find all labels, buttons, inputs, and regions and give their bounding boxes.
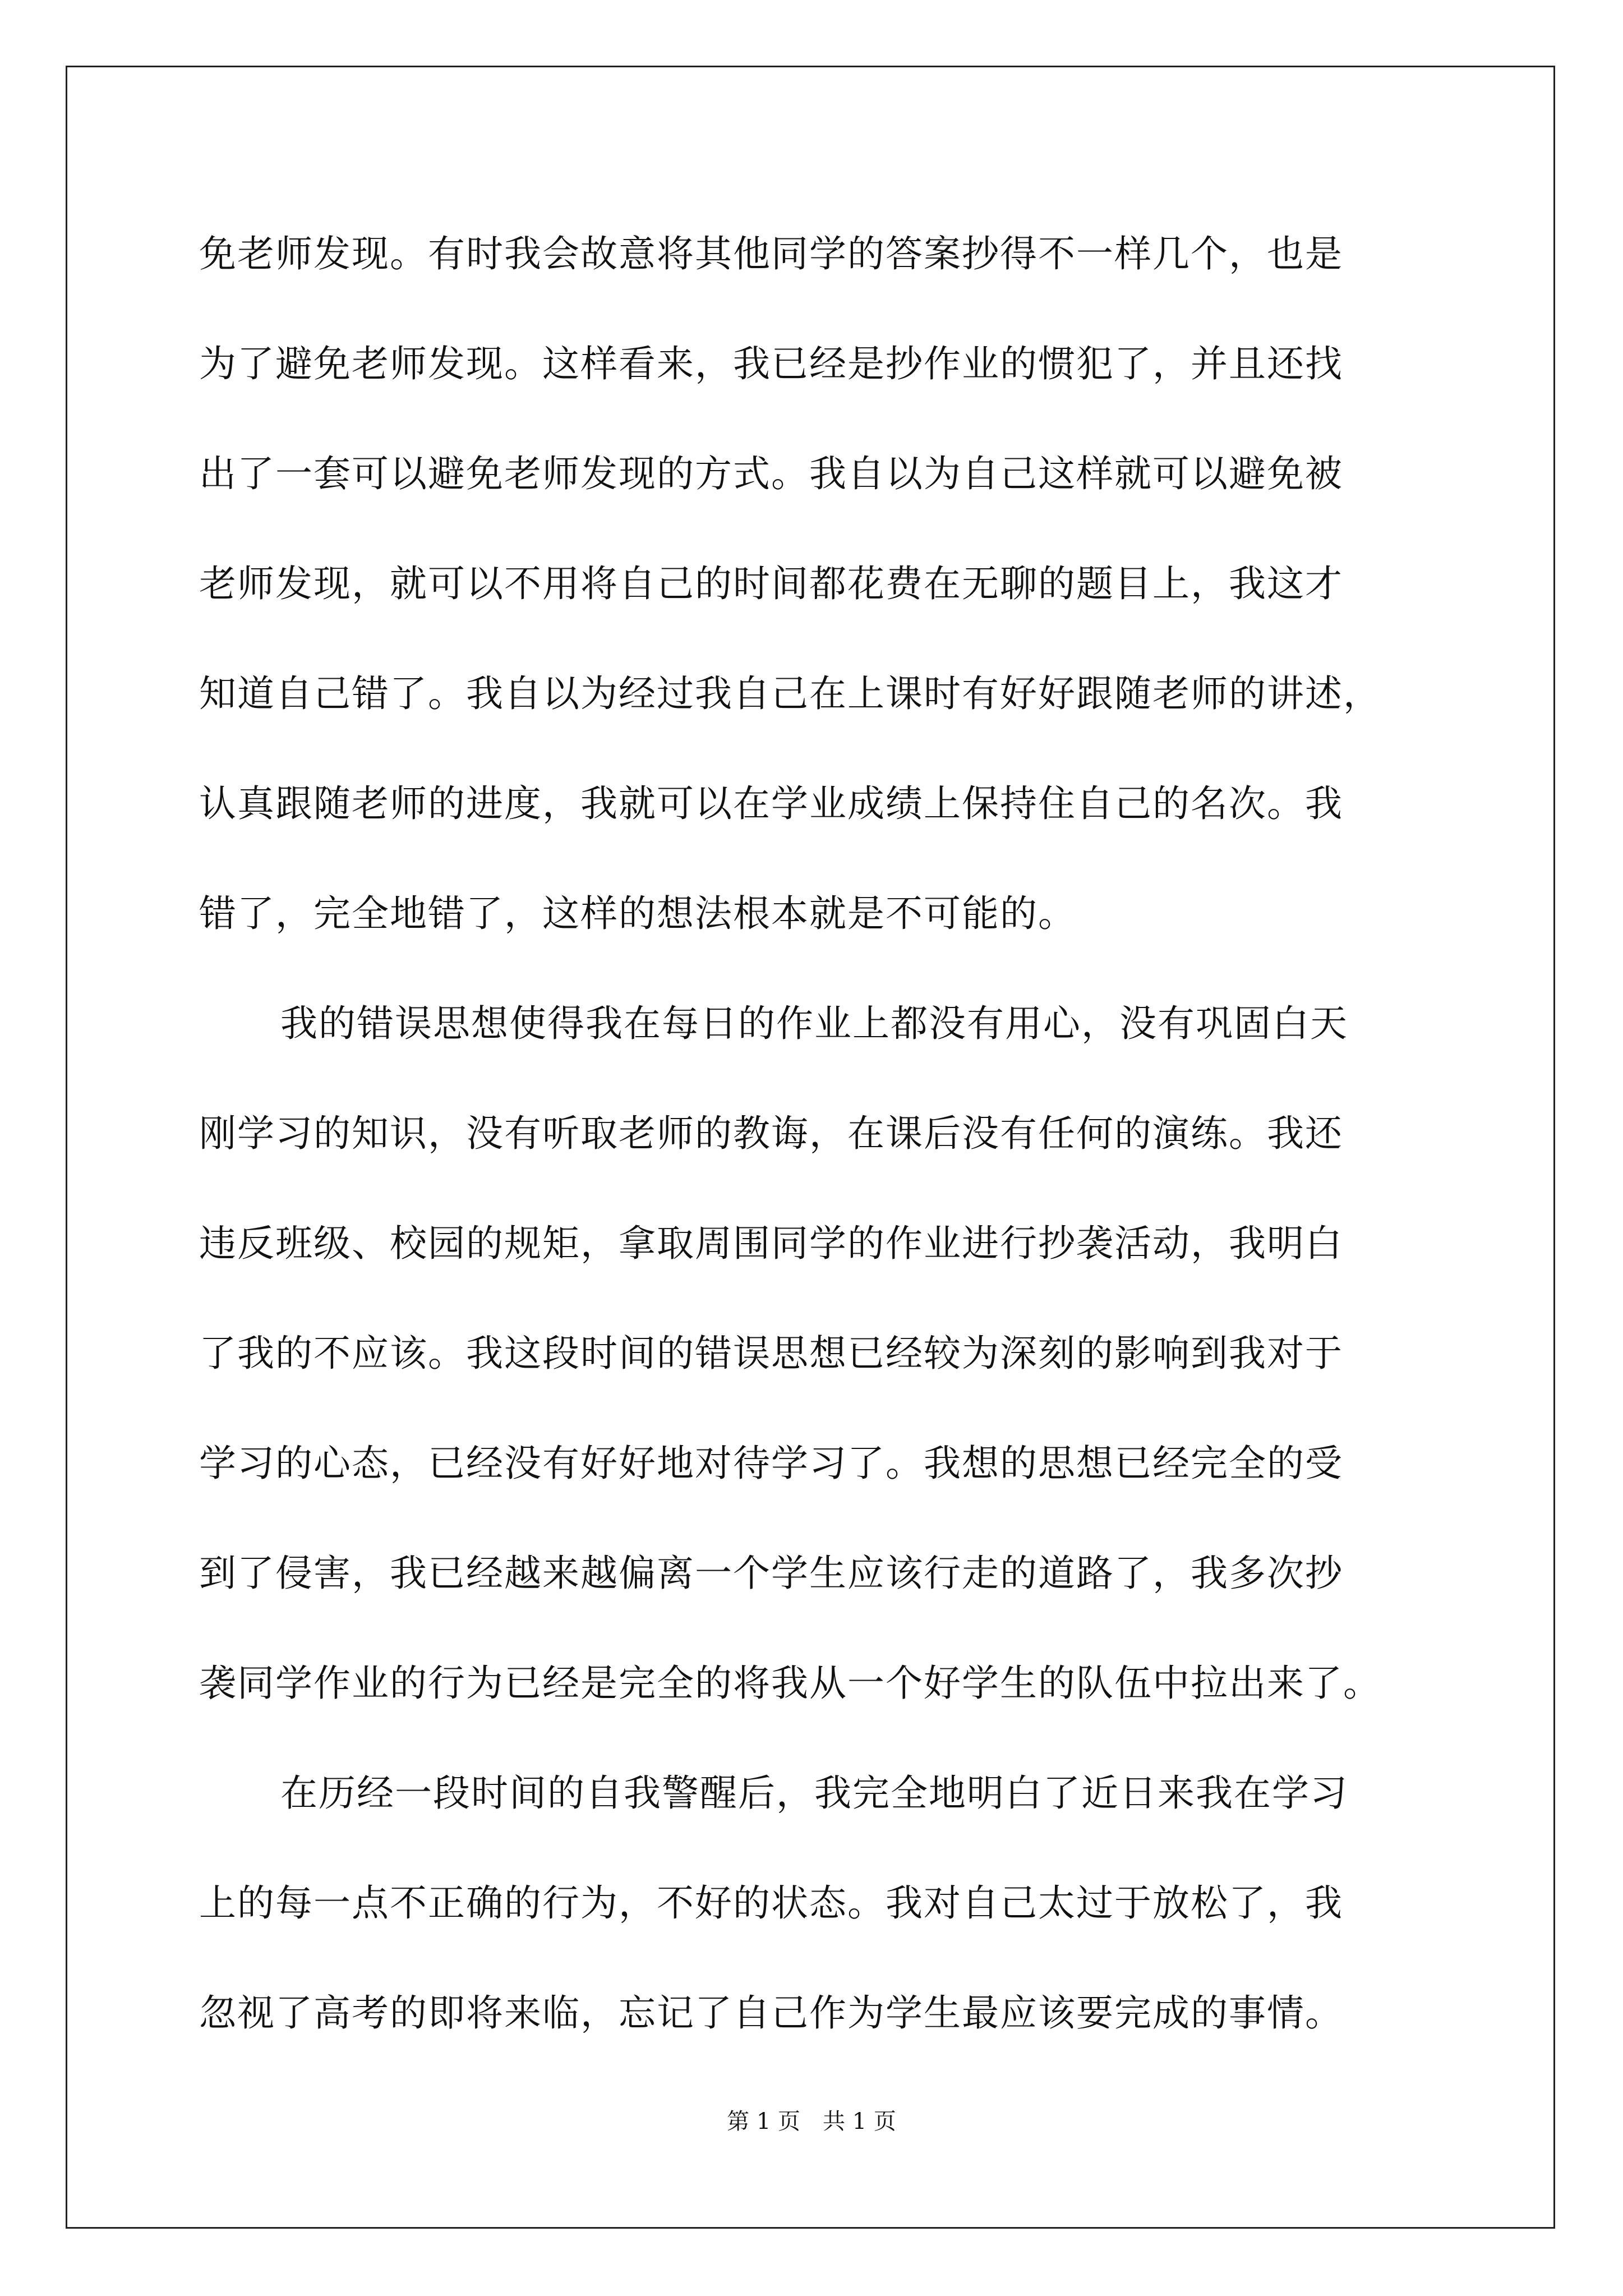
text-line: 免老师发现。有时我会故意将其他同学的答案抄得不一样几个，也是: [199, 232, 1343, 275]
text-line: 学习的心态，已经没有好好地对待学习了。我想的思想已经完全的受: [199, 1442, 1343, 1485]
text-line: 错了，完全地错了，这样的想法根本就是不可能的。: [199, 892, 1076, 935]
text-line: 违反班级、校园的规矩，拿取周围同学的作业进行抄袭活动，我明白: [199, 1222, 1343, 1265]
text-line: 刚学习的知识，没有听取老师的教诲，在课后没有任何的演练。我还: [199, 1112, 1343, 1155]
text-line: 上的每一点不正确的行为，不好的状态。我对自己太过于放松了，我: [199, 1881, 1343, 1925]
paragraph-start-line: 在历经一段时间的自我警醒后，我完全地明白了近日来我在学习: [280, 1772, 1348, 1815]
text-line: 到了侵害，我已经越来越偏离一个学生应该行走的道路了，我多次抄: [199, 1552, 1343, 1595]
document-body: [199, 199, 1438, 2068]
text-line: 了我的不应该。我这段时间的错误思想已经较为深刻的影响到我对于: [199, 1332, 1343, 1375]
text-line: 认真跟随老师的进度，我就可以在学业成绩上保持住自己的名次。我: [199, 782, 1343, 825]
text-line: 为了避免老师发现。这样看来，我已经是抄作业的惯犯了，并且还找: [199, 342, 1343, 385]
page-number-footer: 第 1 页 共 1 页: [727, 2109, 896, 2134]
text-line: 出了一套可以避免老师发现的方式。我自以为自己这样就可以避免被: [199, 452, 1343, 495]
text-line: 老师发现，就可以不用将自己的时间都花费在无聊的题目上，我这才: [199, 562, 1343, 605]
text-line: 忽视了高考的即将来临，忘记了自己作为学生最应该要完成的事情。: [199, 1991, 1343, 2035]
text-line: 袭同学作业的行为已经是完全的将我从一个好学生的队伍中拉出来了。: [199, 1662, 1381, 1705]
paragraph-start-line: 我的错误思想使得我在每日的作业上都没有用心，没有巩固白天: [280, 1002, 1348, 1045]
text-line: 知道自己错了。我自以为经过我自己在上课时有好好跟随老师的讲述，: [199, 672, 1381, 715]
